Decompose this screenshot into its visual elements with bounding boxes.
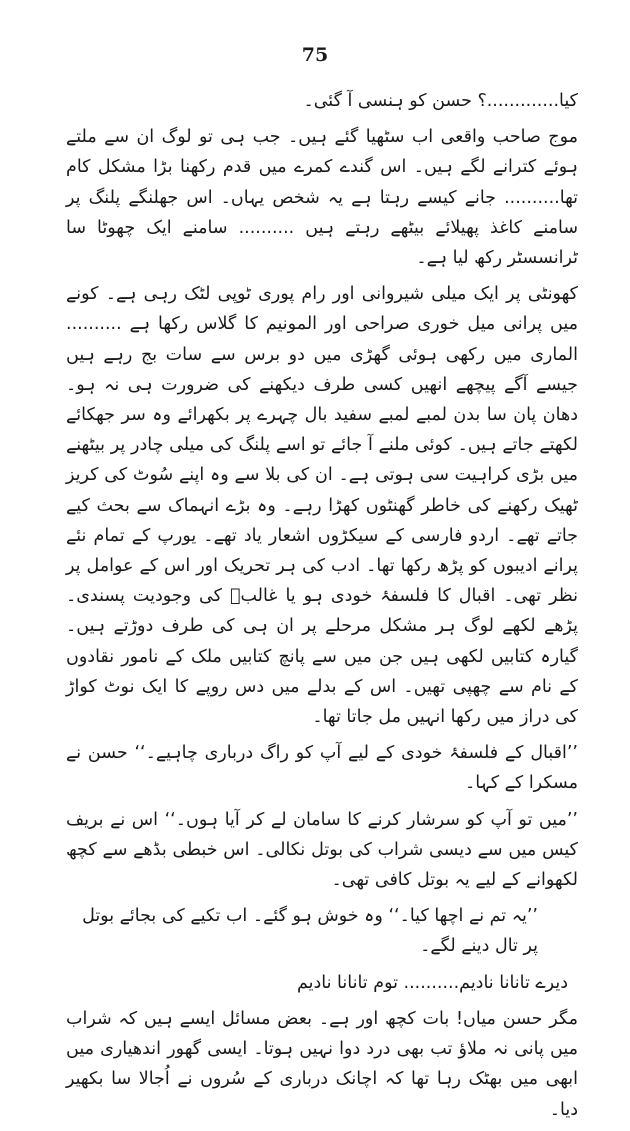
paragraph-4: ’’اقبال کے فلسفۂ خودی کے لیے آپ کو راگ درباری چاہیے۔‘‘ حسن نے مسکرا کے کہا۔ (66, 743, 578, 794)
paragraph-6: ’’یہ تم نے اچھا کیا۔‘‘ وہ خوش ہو گئے۔ اب تکیے کی بجائے بوتل پر تال دینے لگے۔ (82, 906, 538, 957)
paragraph-5: ’’میں تو آپ کو سرشار کرنے کا سامان لے کر آیا ہوں۔‘‘ اس نے بریف کیس میں سے دیسی شراب کی بوتل نکالی۔ اس خبطی بڈھے سے کچھ لکھوانے کے لیے یہ بوتل کافی تھی۔ (66, 809, 578, 891)
paragraph-1: کیا.............؟ حسن کو ہنسی آ گئی۔ (303, 91, 578, 111)
paragraph-8: مگر حسن میاں! بات کچھ اور ہے۔ بعض مسائل ایسے ہیں کہ شراب میں پانی نہ ملاؤ تب بھی درد دوا نہیں ہوتا۔ ایسی گھور اندھیاری میں ابھی میں بھٹک رہا تھا کہ اچانک درباری کے سُروں نے اُجالا سا بکھیر دیا۔ (66, 1008, 578, 1120)
paragraph-2: موج صاحب واقعی اب سٹھیا گئے ہیں۔ جب ہی تو لوگ ان سے ملتے ہوئے کترانے لگے ہیں۔ اس گندے کمرے میں قدم رکھنا بڑا مشکل کام تھا.......... جانے کیسے رہتا ہے یہ شخص یہاں۔ اس جھلنگے پلنگ پر سامنے کاغذ پھیلائے بیٹھے رہتے ہیں .......... سامنے ایک چھوٹا سا ٹرانسسٹر رکھ لیا ہے۔ (66, 127, 578, 269)
paragraph-3: کھونٹی پر ایک میلی شیروانی اور رام پوری ٹوپی لٹک رہی ہے۔ کونے میں پرانی میل خوری صراحی اور المونیم کا گلاس رکھا ہے .......... الماری میں رکھی ہوئی گھڑی میں دو برس سے سات بج رہے ہیں جیسے آگے پیچھے انھیں کسی طرف دیکھنے کی ضرورت ہی نہ ہو۔ دھان پان سا بدن لمبے لمبے سفید بال چہرے پر بکھرائے وہ سر جھکائے لکھتے جاتے ہیں۔ کوئی ملنے آ جائے تو اسے پلنگ کی میلی چادر پر بیٹھنے میں بڑی کراہیت سی ہوتی ہے۔ ان کی بلا سے وہ اپنے سُوٹ کی کریز ٹھیک رکھنے کی خاطر گھنٹوں کھڑا رہے۔ وہ بڑے انہماک سے بحث کیے جاتے تھے۔ اردو فارسی کے سیکڑوں اشعار یاد تھے۔ یورپ کے تمام نئے پرانے ادیبوں کو پڑھ رکھا تھا۔ ادب کی ہر تحریک اور اس کے عوامل پر نظر تھی۔ اقبال کا فلسفۂ خودی ہو یا غالبؔ کی وجودیت پسندی۔ پڑھے لکھے لوگ ہر مشکل مرحلے پر ان ہی کی طرف دوڑتے ہیں۔ گیارہ کتابیں لکھی ہیں جن میں سے پانچ کتابیں ملک کے نامور نقادوں کے نام سے چھپی تھیں۔ اس کے بدلے میں دس روپے کا ایک نوٹ کواڑ کی دراز میں رکھا انہیں مل جاتا تھا۔ (66, 284, 578, 728)
page-body-text (66, 86, 578, 1131)
paragraph-7: دیرے تانانا نادیم.......... توم تانانا نادیم (296, 972, 568, 993)
page-number: 75 (301, 44, 329, 66)
